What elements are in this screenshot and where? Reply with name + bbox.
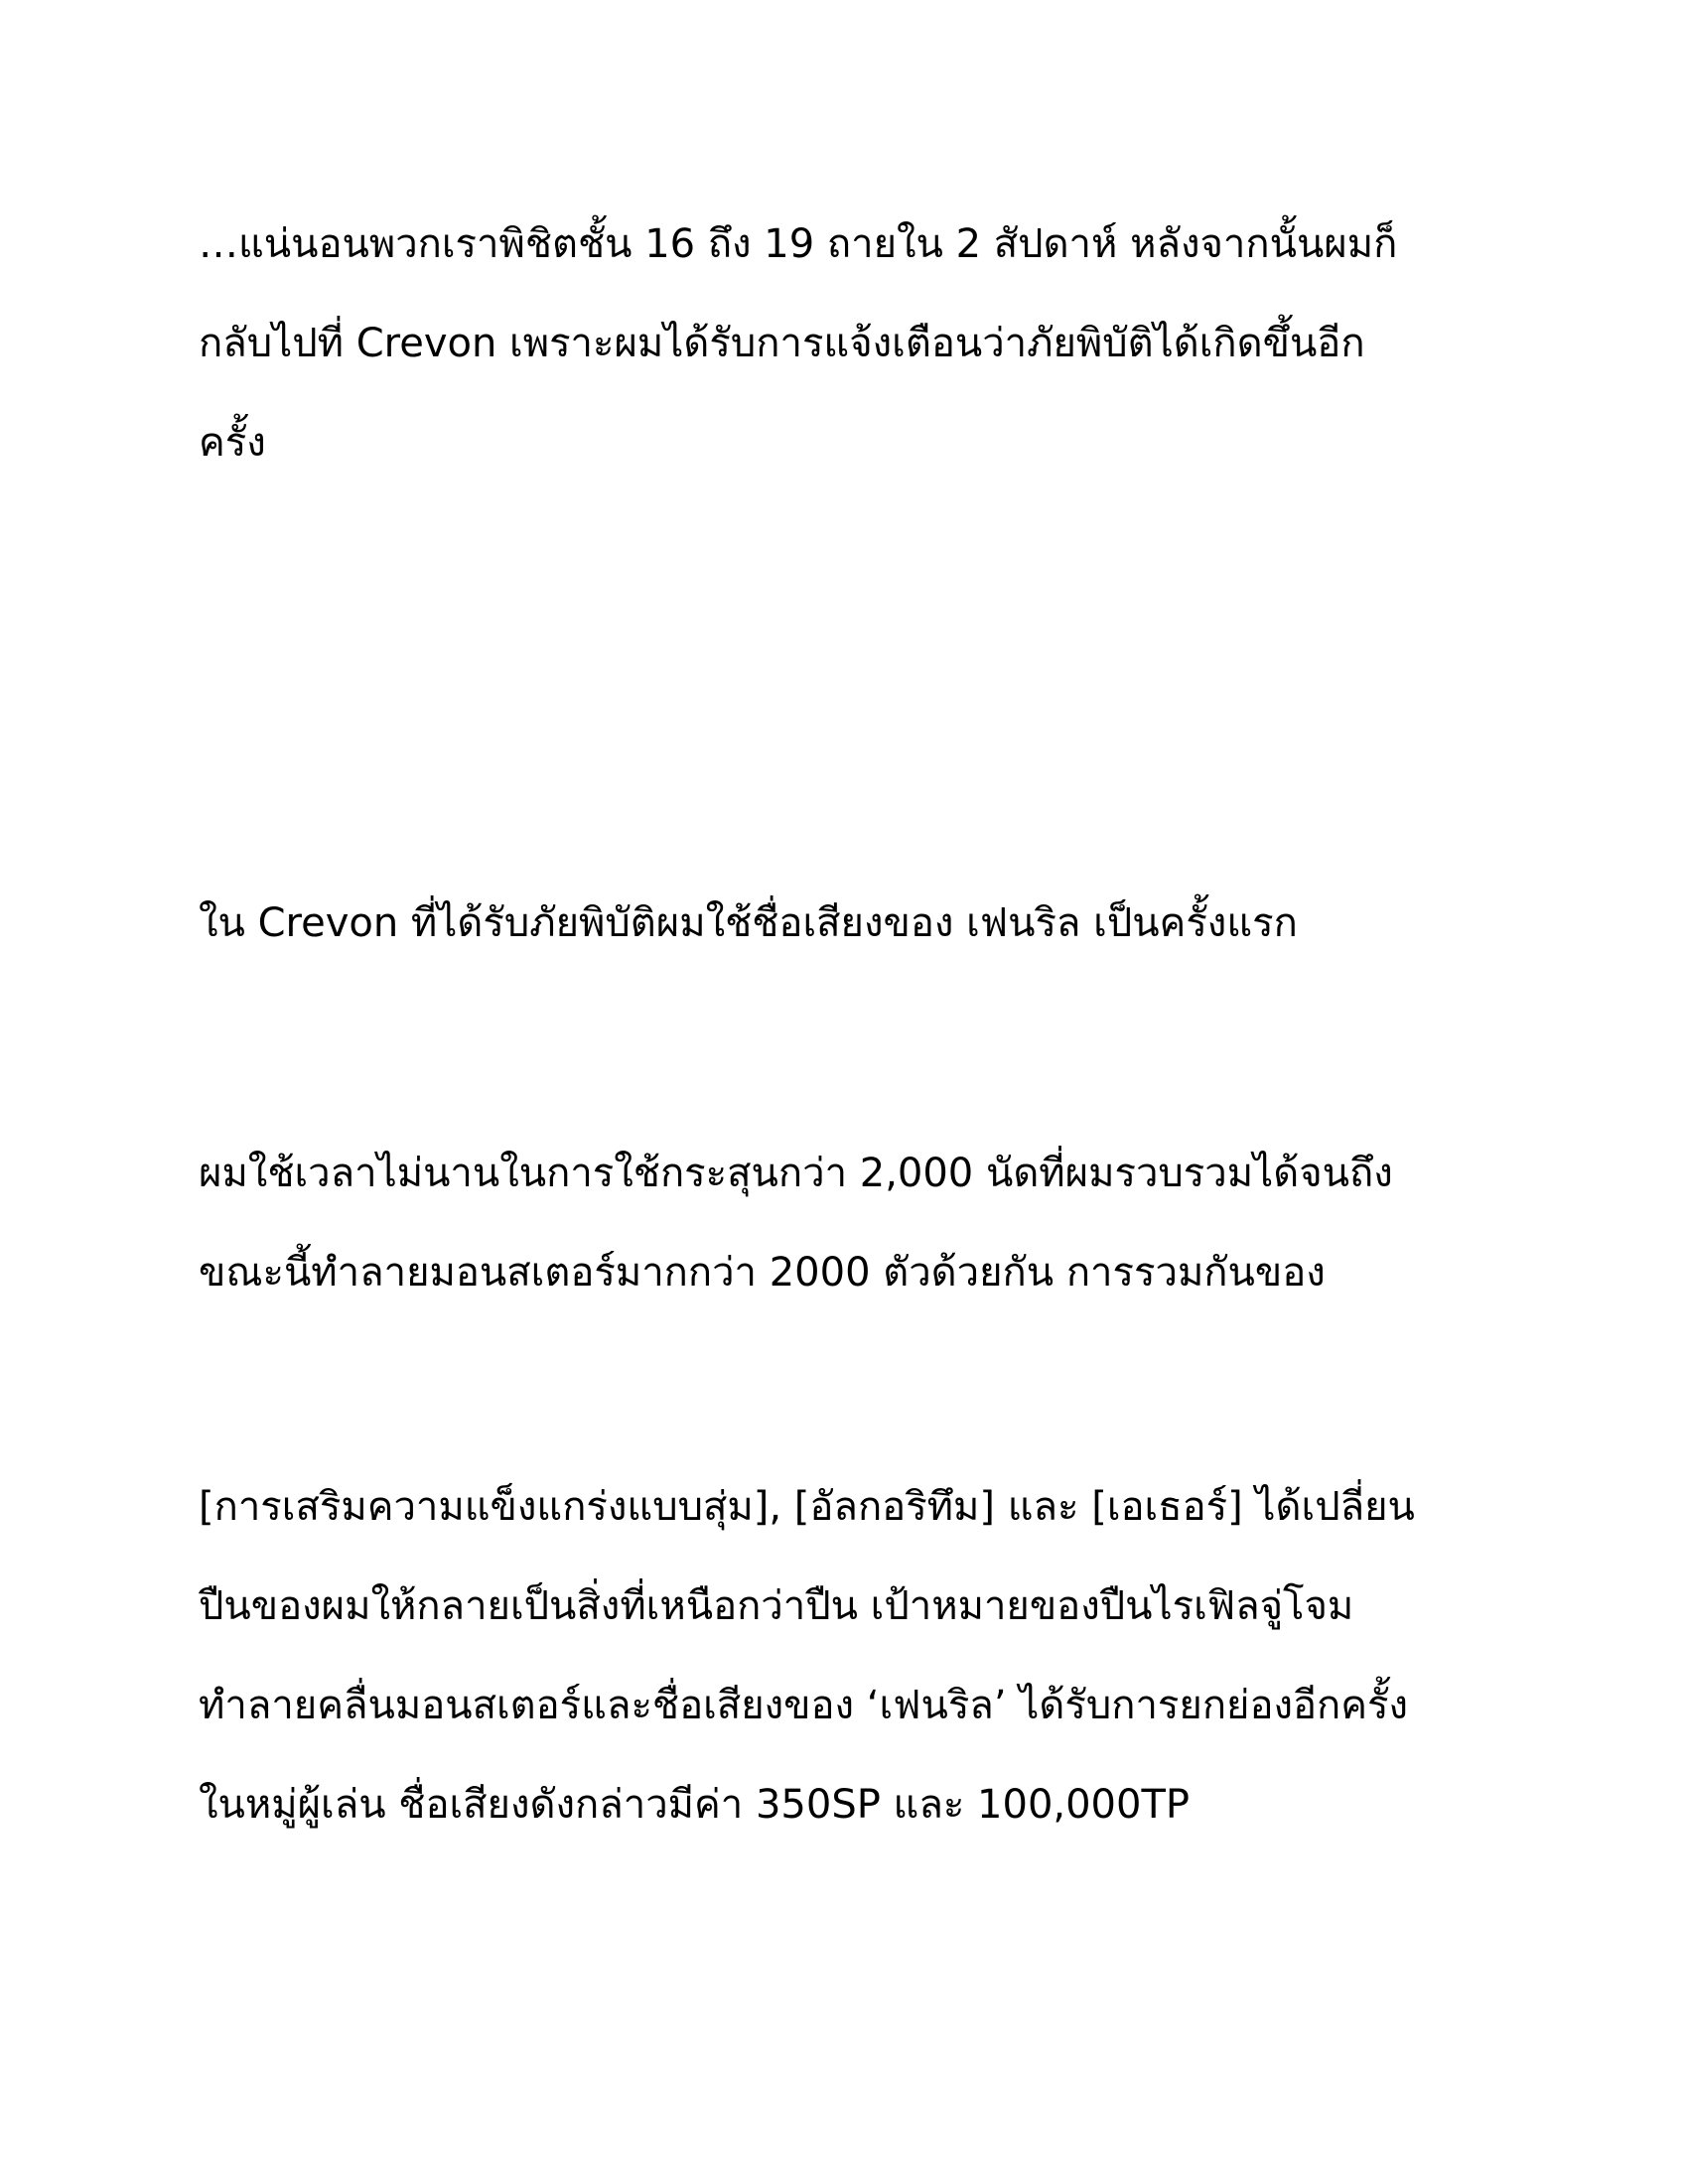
text-line: กลับไปที่ Crevon เพราะผมได้รับการแจ้งเตือนว่าภัยพิบัติได้เกิดขึ้นอีก	[199, 321, 1365, 366]
text-line: ใน Crevon ที่ได้รับภัยพิบัติผมใช้ชื่อเสียงของ เฟนริล เป็นครั้งแรก	[199, 900, 1298, 946]
paragraph-4	[199, 1457, 1509, 1854]
text-line: ขณะนี้ทำลายมอนสเตอร์มากกว่า 2000 ตัวด้วยกัน การรวมกันของ	[199, 1250, 1326, 1296]
paragraph-1	[199, 195, 1509, 492]
text-line: ปืนของผมให้กลายเป็นสิ่งที่เหนือกว่าปืน เป้าหมายของปืนไรเฟิลจู่โจม	[199, 1583, 1354, 1629]
text-line: ทำลายคลื่นมอนสเตอร์และชื่อเสียงของ ‘เฟนริล’ ได้รับการยกย่องอีกครั้ง	[199, 1683, 1409, 1728]
text-line: ผมใช้เวลาไม่นานในการใช้กระสุนกว่า 2,000 นัดที่ผมรวบรวมได้จนถึง	[199, 1151, 1393, 1196]
text-line: [การเสริมความแข็งแกร่งแบบสุ่ม], [อัลกอริทึม] และ [เอเธอร์] ได้เปลี่ยน	[199, 1484, 1415, 1530]
text-line: …แน่นอนพวกเราพิชิตชั้น 16 ถึง 19 ถายใน 2 สัปดาห์ หลังจากนั้นผมก็	[199, 221, 1398, 267]
text-line: ในหมู่ผู้เล่น ชื่อเสียงดังกล่าวมีค่า 350SP และ 100,000TP	[199, 1782, 1191, 1828]
paragraph-3	[199, 1124, 1509, 1322]
paragraph-2	[199, 874, 1509, 973]
text-line: ครั้ง	[199, 420, 266, 466]
